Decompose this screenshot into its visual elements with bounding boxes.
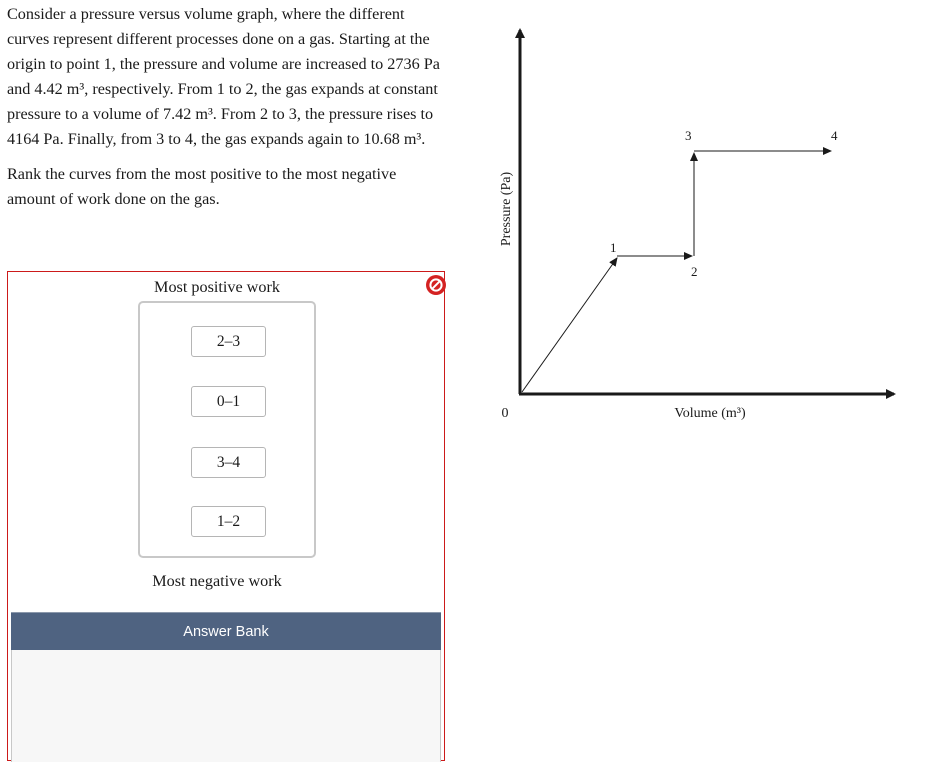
most-negative-label: Most negative work [152,572,282,590]
x-axis-label: Volume (m³) [674,406,746,421]
point-3-label: 3 [685,128,692,143]
curve-0-1 [522,258,617,392]
point-2-label: 2 [691,264,698,279]
question-text [7,2,447,212]
rank-item-0-1[interactable]: 0–1 [191,386,266,417]
y-axis-label: Pressure (Pa) [499,171,514,247]
question-paragraph-1: Consider a pressure versus volume graph, where the different curves represent different processes done on a gas. Starting at the origin to point 1, the pressure and volume are increased to 2736 Pa and 4.42 m³, respectively. From 1 to 2, the gas expands at constant pressure to a volume of 7.42 m³. From 2 to 3, the pressure rises to 4164 Pa. Finally, from 3 to 4, the gas expands again to 10.68 m³. [7,5,440,148]
answer-bank-header: Answer Bank [11,612,441,651]
answer-bank-drop-zone[interactable] [11,650,441,762]
ranking-drop-zone[interactable] [138,301,316,558]
point-4-label: 4 [831,128,838,143]
rank-item-2-3[interactable]: 2–3 [191,326,266,357]
origin-label: 0 [501,406,509,421]
rank-item-3-4[interactable]: 3–4 [191,447,266,478]
ranking-panel [7,271,445,761]
pv-graph [460,0,910,440]
most-positive-label: Most positive work [154,278,280,296]
rank-item-1-2[interactable]: 1–2 [191,506,266,537]
point-1-label: 1 [610,240,617,255]
question-paragraph-2: Rank the curves from the most positive to the most negative amount of work done on the gas. [7,165,397,208]
